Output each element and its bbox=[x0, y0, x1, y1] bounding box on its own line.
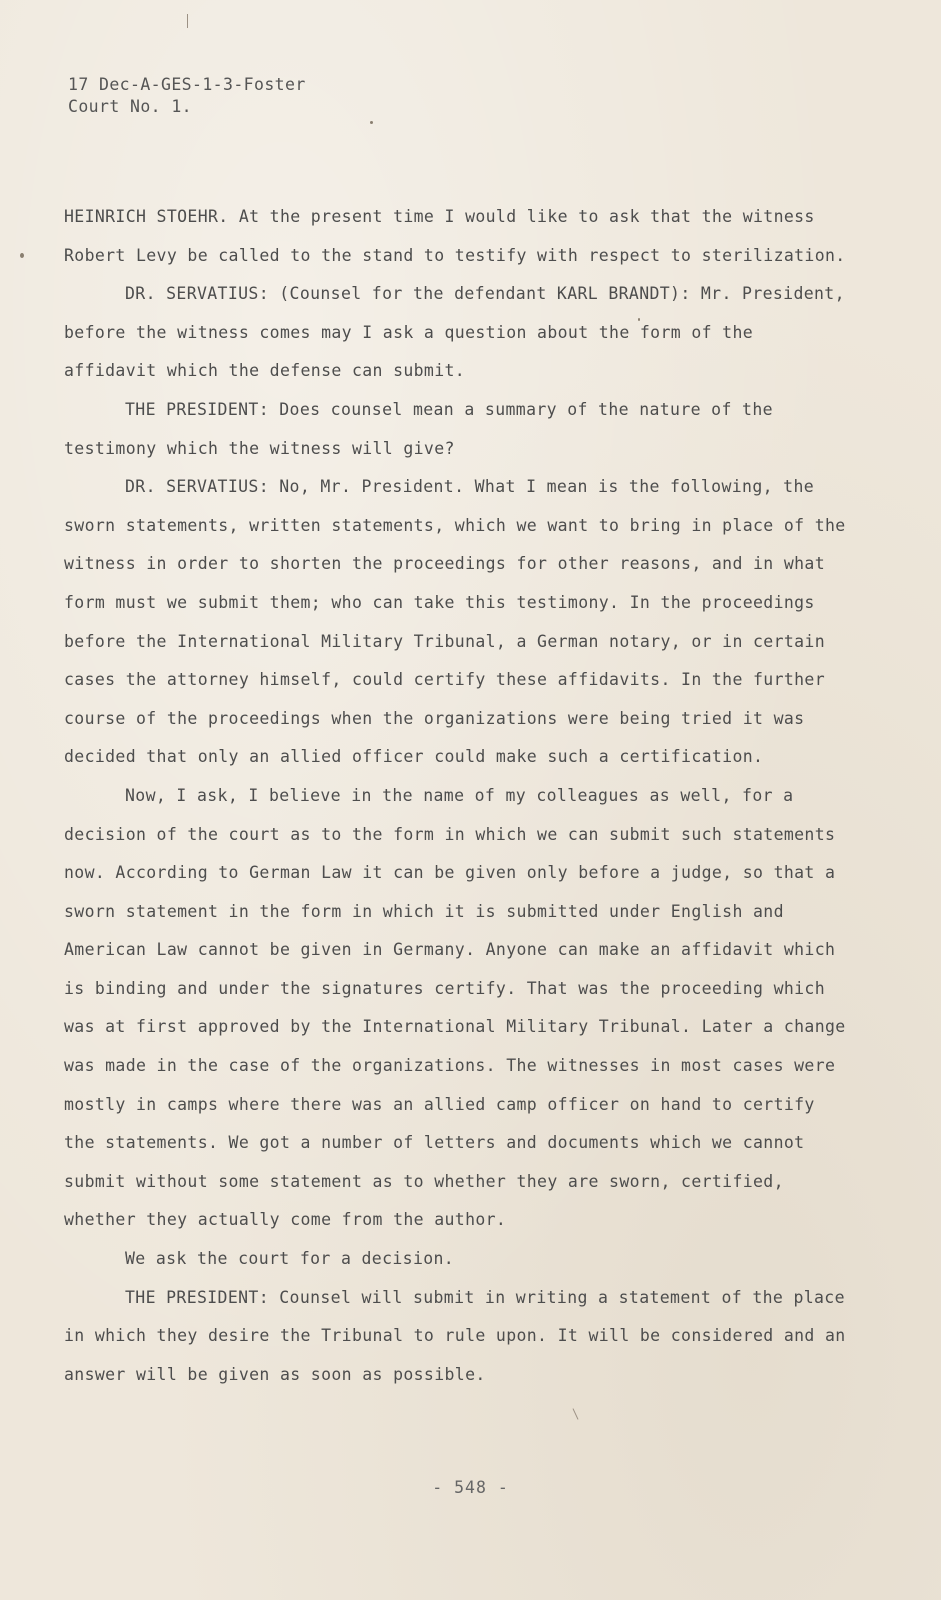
page-number: - 548 - bbox=[432, 1478, 509, 1497]
court-number: Court No. 1. bbox=[68, 97, 193, 116]
paragraph-servatius-1: DR. SERVATIUS: (Counsel for the defendant KARL BRANDT): Mr. President, before the witness comes may I ask a question about the form of the affidavit which the defense can submit. bbox=[64, 284, 845, 381]
paragraph-president-1: THE PRESIDENT: Does counsel mean a summary of the nature of the testimony which the witness will give? bbox=[64, 399, 773, 458]
paragraph-servatius-2: DR. SERVATIUS: No, Mr. President. What I mean is the following, the sworn statements, written statements, which we want to bring in place of the witness in order to shorten the proceedings for other reasons, and in what form must we submit them; who can take this testimony. In the proceedings before the International Military Tribunal, a German notary, or in certain cases the attorney himself, could certify these affidavits. In the further course of the proceedings when the organizations were being tried it was decided that only an allied officer could make such a certification. bbox=[64, 477, 846, 767]
paragraph-stoehr: HEINRICH STOEHR. At the present time I would like to ask that the witness Robert Levy be called to the stand to testify with respect to sterilization. bbox=[64, 207, 846, 265]
paper-mark bbox=[187, 14, 188, 28]
document-reference: 17 Dec-A-GES-1-3-Foster bbox=[68, 75, 306, 94]
transcript-body bbox=[64, 198, 854, 1394]
document-header bbox=[68, 74, 306, 118]
paragraph-servatius-3: Now, I ask, I believe in the name of my colleagues as well, for a decision of the court as to the form in which we can submit such statements now. According to German Law it can be given only before a judge, so that a sworn statement in the form in which it is submitted under English and American Law cannot be given in Germany. Anyone can make an affidavit which is binding and under the signatures certify. That was the proceeding which was at first approved by the International Military Tribunal. Later a change was made in the case of the organizations. The witnesses in most cases were mostly in camps where there was an allied camp officer on hand to certify the statements. We got a number of letters and documents which we cannot submit without some statement as to whether they are sworn, certified, whether they actually come from the author. bbox=[64, 785, 846, 1230]
paper-speck bbox=[20, 253, 24, 258]
paragraph-president-2: THE PRESIDENT: Counsel will submit in writing a statement of the place in which they desire the Tribunal to rule upon. It will be considered and an answer will be given as soon as possible. bbox=[64, 1287, 846, 1384]
paper-mark bbox=[573, 1408, 579, 1419]
paper-speck bbox=[370, 121, 373, 124]
paragraph-servatius-4: We ask the court for a decision. bbox=[125, 1249, 455, 1269]
